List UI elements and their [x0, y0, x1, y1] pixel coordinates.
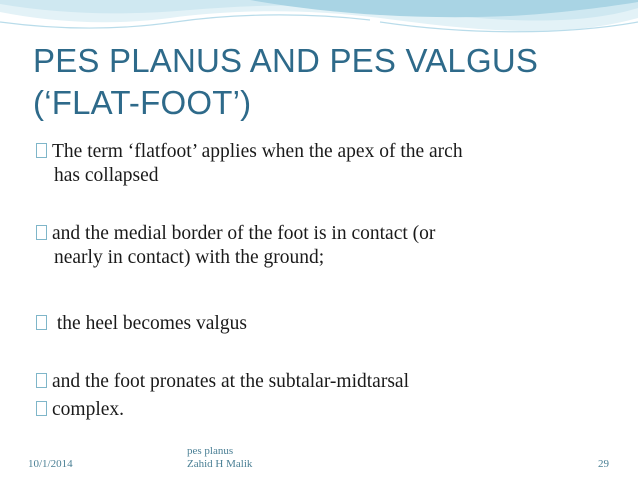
bullet-text-continuation: has collapsed [54, 165, 159, 186]
bullet-text: and the foot pronates at the subtalar-midtarsal [52, 371, 409, 392]
bullet-marker-icon [36, 373, 47, 388]
title-line-2: (‘FLAT-FOOT’) [33, 84, 252, 121]
bullet-item [36, 370, 409, 394]
bullet-marker-icon [36, 401, 47, 416]
bullet-text: and the medial border of the foot is in contact (or [52, 223, 436, 244]
bullet-text: complex. [52, 399, 125, 420]
title-line-1: PES PLANUS AND PES VALGUS [33, 42, 539, 79]
bullet-item [36, 312, 247, 336]
footer-author: Zahid H Malik [187, 458, 253, 470]
bullet-marker-icon [36, 143, 47, 158]
bullet-text-continuation: nearly in contact) with the ground; [54, 247, 325, 268]
bullet-item [36, 398, 124, 422]
footer-page-number: 29 [598, 458, 609, 470]
footer-subject: pes planus [187, 445, 234, 457]
bullet-text: The term ‘flatfoot’ applies when the apex of the arch [52, 141, 463, 162]
bullet-item [36, 222, 435, 270]
bullet-marker-icon [36, 315, 47, 330]
bullet-marker-icon [36, 225, 47, 240]
slide-title [33, 40, 613, 124]
bullet-text: the heel becomes valgus [52, 313, 247, 334]
footer-date: 10/1/2014 [28, 458, 73, 470]
bullet-item [36, 140, 463, 188]
footer-center [187, 445, 252, 471]
